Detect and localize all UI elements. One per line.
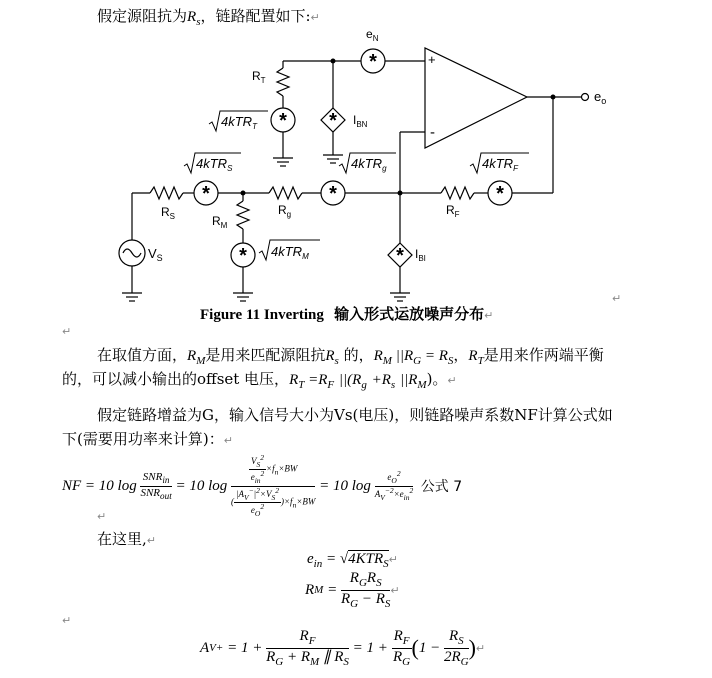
- para2-line2: 下(需要用功率来计算)：↵: [62, 430, 233, 448]
- output-terminal: [582, 94, 589, 101]
- svg-text:*: *: [279, 110, 287, 132]
- resistor-rg: [269, 187, 302, 199]
- sqrt-label-rg: [339, 153, 396, 173]
- resistor-rs: [150, 187, 183, 199]
- svg-text:+: +: [428, 52, 436, 67]
- resistor-rm: [237, 201, 249, 229]
- figure-caption: Figure 11 Inverting 输入形式运放噪声分布↵: [200, 305, 494, 323]
- svg-text:RF: $R_F$: [446, 203, 460, 219]
- eq-av: A V + = 1 + $\frac{R_F}{R_G + R_M \parallel R_S}$ = 1 + $\frac{R_F}{R_G}$ ( 1 − $\frac{R_S}{2R_G}$ ) ↵: [200, 628, 486, 668]
- op-amp: [425, 48, 527, 148]
- para1-line1: 在取值方面，$R_M$是用来匹配源阻抗$R_s$ 的，$R_M$ $||R_G = R_S$，$R_T$是用来作两端平衡: [97, 346, 604, 367]
- para2-line1: 假定链路增益为G，输入信号大小为Vs(电压)，则链路噪声系数NF计算公式如: [97, 406, 613, 424]
- svg-text:*: *: [239, 245, 247, 267]
- svg-text:eN: $e_N$: [366, 27, 379, 43]
- svg-text:4kTRT: 4kTR$_T$: [221, 114, 257, 131]
- svg-text:IBI: $I_{BI}$: [415, 247, 426, 263]
- svg-text:4kTRF: 4kTR$_F$: [482, 156, 518, 173]
- svg-text:*: *: [202, 183, 210, 205]
- svg-text:RT: $R_T$: [252, 69, 266, 85]
- formula-7: NF = 10 log $\frac{SNR_{in}}{SNR_{out}}$ = 10 log $\frac{V_S^2}{e_{in}^2}$ $\times f_n\times BW$ ( $\frac{|A_V^-|^2\times V_S^2}{e_O^2}$ )$\times f_n\times BW$ = 10 log $\frac{e_O^2}{A_V^{-2}\times e_{in}^2}$ 公式 7: [62, 453, 463, 518]
- svg-text:*: *: [329, 110, 337, 132]
- svg-text:IBN: $I_{BN}$: [353, 113, 368, 129]
- eq-rm: R M = $\frac{R_GR_S}{R_G - R_S}$ ↵: [305, 570, 400, 610]
- sqrt-label-rs: [184, 153, 241, 173]
- svg-text:VS: $V_S$: [148, 246, 163, 263]
- intro-line: 假定源阻抗为$R_s$，链路配置如下:↵: [97, 7, 320, 28]
- svg-text:4kTRM: 4kTR$_M$: [271, 244, 309, 261]
- eq-ein: $e_{in}$ = $√4KTR_S↵$: [307, 551, 398, 570]
- svg-text:4kTRS: 4kTR$_S$: [196, 156, 233, 173]
- svg-text:4kTRg: 4kTR$_g$: [351, 156, 387, 173]
- svg-text:eo: $e_o$: [594, 89, 607, 106]
- svg-text:*: *: [496, 183, 504, 205]
- circuit-diagram: [0, 0, 712, 310]
- svg-text:*: *: [369, 51, 377, 73]
- para1-line2: 的，可以减小输出的offset 电压，$R_T =R_F$ $||(R_g +R_s$ $||R_M$)。↵: [62, 370, 457, 391]
- svg-text:Rg: $R_g$: [278, 203, 292, 219]
- svg-text:RM: $R_M$: [212, 214, 228, 230]
- svg-text:*: *: [329, 183, 337, 205]
- sqrt-label-rm: [259, 240, 320, 261]
- sqrt-label-rf: [470, 153, 529, 173]
- sqrt-label-rt: [209, 111, 268, 131]
- resistor-rf: [441, 187, 474, 199]
- here-label: 在这里,↵: [97, 530, 156, 548]
- svg-text:*: *: [396, 245, 404, 267]
- svg-text:RS: $R_S$: [161, 205, 176, 221]
- resistor-rt: [277, 68, 289, 96]
- svg-text:-: -: [430, 124, 435, 141]
